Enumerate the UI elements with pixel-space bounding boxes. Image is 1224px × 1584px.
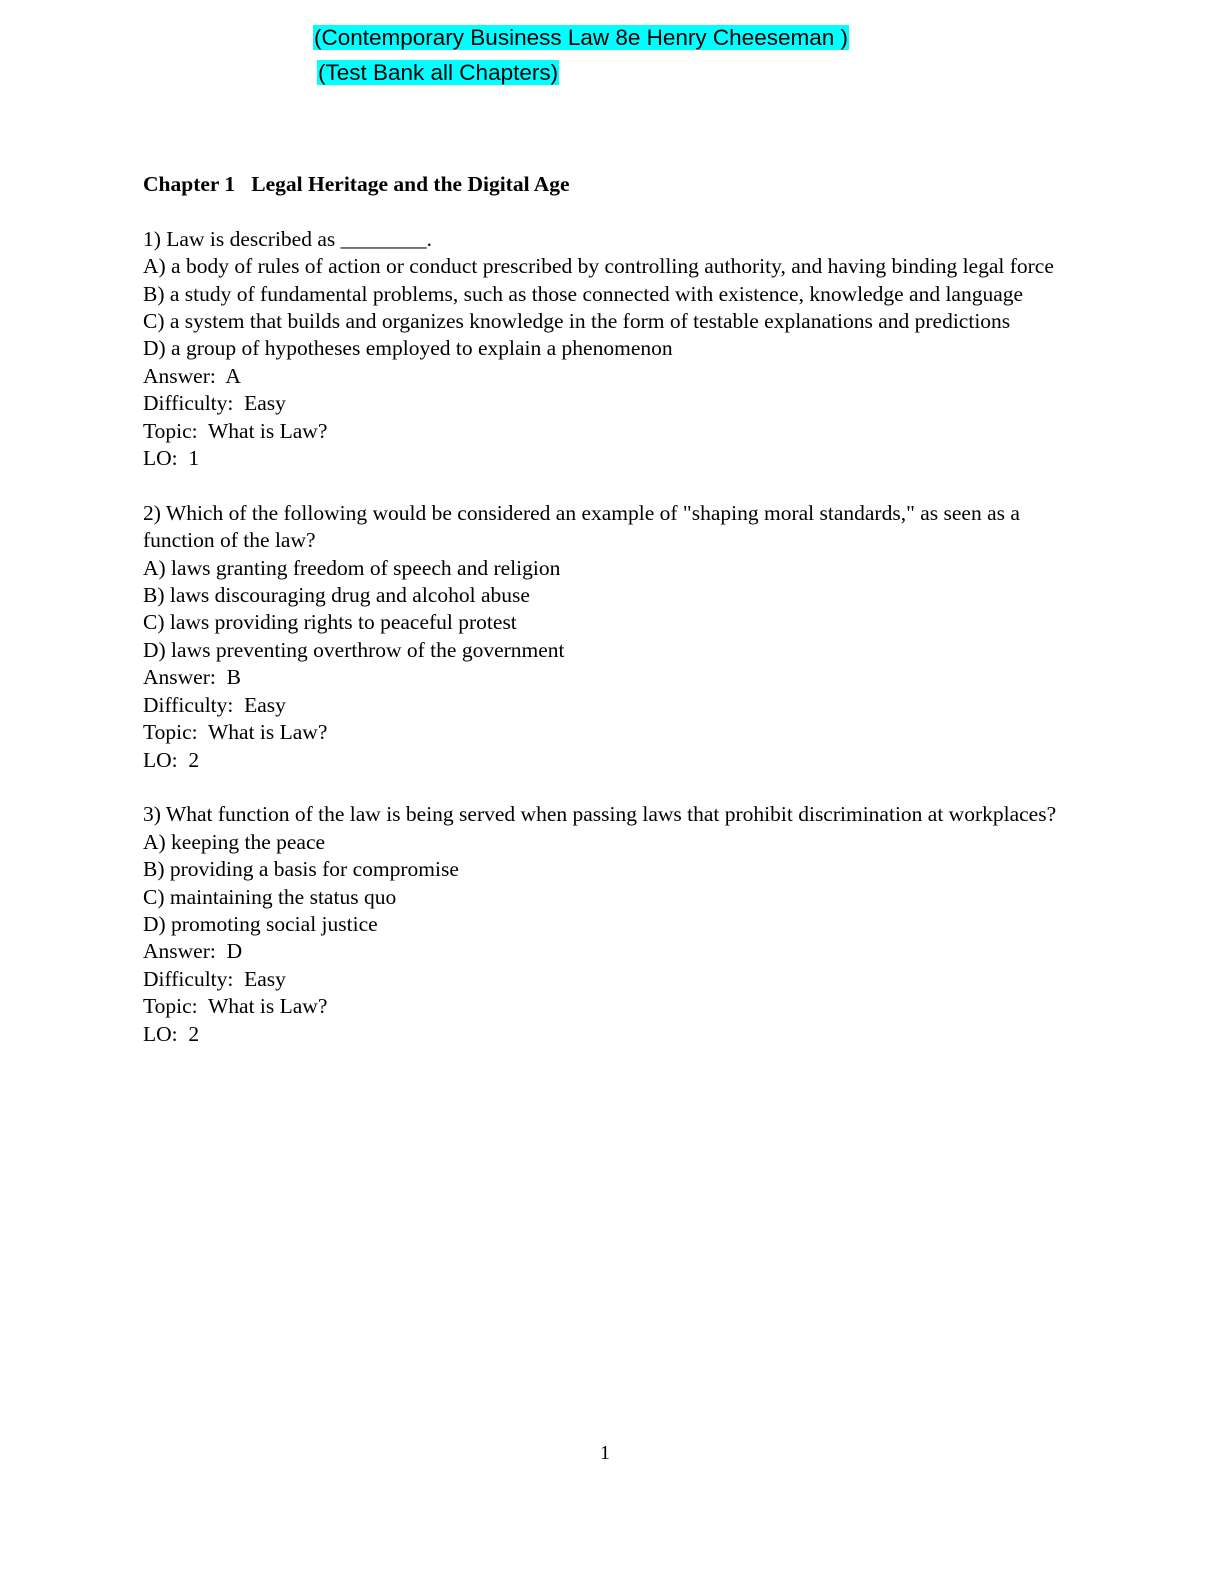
difficulty: Difficulty: Easy — [143, 391, 286, 416]
option-a: A) laws granting freedom of speech and religion — [143, 555, 561, 580]
option-b: B) a study of fundamental problems, such as those connected with existence, knowledge and language — [143, 281, 1024, 306]
question-1 — [143, 226, 1063, 473]
option-d: D) a group of hypotheses employed to explain a phenomenon — [143, 336, 673, 361]
option-d: D) promoting social justice — [143, 911, 378, 936]
answer: Answer: B — [143, 665, 241, 690]
option-c: C) maintaining the status quo — [143, 884, 397, 909]
option-d: D) laws preventing overthrow of the government — [143, 637, 565, 662]
topic: Topic: What is Law? — [143, 720, 328, 745]
learning-objective: LO: 2 — [143, 1021, 200, 1046]
question-2 — [143, 500, 1063, 774]
chapter-title: Chapter 1 Legal Heritage and the Digital Age — [143, 172, 570, 196]
header-subtitle: (Test Bank all Chapters) — [318, 60, 559, 85]
document-body — [143, 171, 1063, 1048]
difficulty: Difficulty: Easy — [143, 966, 286, 991]
learning-objective: LO: 2 — [143, 747, 200, 772]
option-a: A) keeping the peace — [143, 829, 326, 854]
question-stem: 2) Which of the following would be considered an example of "shaping moral standards," as seen as a function of the law? — [143, 500, 1026, 553]
option-b: B) laws discouraging drug and alcohol abuse — [143, 583, 530, 608]
difficulty: Difficulty: Easy — [143, 692, 286, 717]
answer: Answer: A — [143, 363, 241, 388]
learning-objective: LO: 1 — [143, 446, 200, 471]
header-line-1 — [313, 24, 849, 51]
page-number: 1 — [600, 1442, 610, 1464]
option-c: C) a system that builds and organizes knowledge in the form of testable explanations and predictions — [143, 309, 1011, 334]
question-stem: 3) What function of the law is being served when passing laws that prohibit discrimination at workplaces? — [143, 802, 1057, 827]
answer: Answer: D — [143, 939, 243, 964]
header-title: (Contemporary Business Law 8e Henry Cheeseman ) — [314, 25, 848, 50]
question-stem: 1) Law is described as ________. — [143, 226, 432, 251]
option-c: C) laws providing rights to peaceful protest — [143, 610, 517, 635]
header-line-2 — [317, 59, 559, 86]
option-a: A) a body of rules of action or conduct prescribed by controlling authority, and having binding legal force — [143, 254, 1054, 279]
topic: Topic: What is Law? — [143, 418, 328, 443]
question-3 — [143, 801, 1063, 1048]
topic: Topic: What is Law? — [143, 994, 328, 1019]
option-b: B) providing a basis for compromise — [143, 857, 459, 882]
